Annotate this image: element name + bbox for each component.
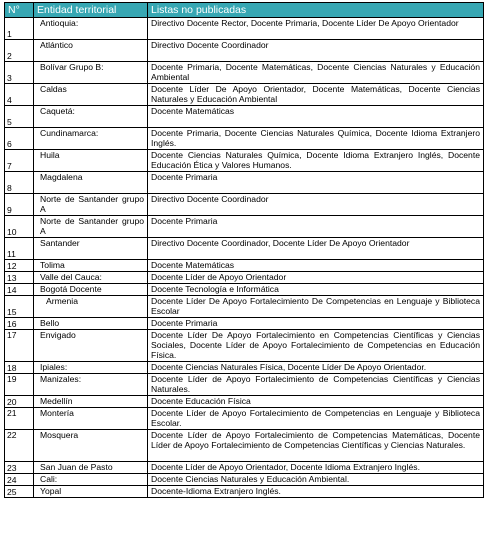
row-entity: Cali: bbox=[34, 474, 148, 486]
row-entity: Norte de Santander grupo A bbox=[34, 216, 148, 238]
row-entity: Valle del Cauca: bbox=[34, 272, 148, 284]
row-entity: San Juan de Pasto bbox=[34, 462, 148, 474]
header-unpublished-lists: Listas no publicadas bbox=[148, 3, 484, 18]
row-lists: Docente Primaria bbox=[148, 216, 484, 238]
table-row bbox=[5, 296, 484, 318]
row-lists: Docente Primaria, Docente Ciencias Naturales Química, Docente Idioma Extranjero Inglés. bbox=[148, 128, 484, 150]
row-number: 19 bbox=[5, 374, 34, 396]
row-number: 4 bbox=[5, 84, 34, 106]
row-number: 20 bbox=[5, 396, 34, 408]
row-entity: Envigado bbox=[34, 330, 148, 362]
table-row bbox=[5, 430, 484, 462]
row-number: 10 bbox=[5, 216, 34, 238]
row-entity: Tolima bbox=[34, 260, 148, 272]
row-lists: Directivo Docente Coordinador, Docente Líder De Apoyo Orientador bbox=[148, 238, 484, 260]
table-row bbox=[5, 238, 484, 260]
row-entity: Norte de Santander grupo A bbox=[34, 194, 148, 216]
table-row bbox=[5, 150, 484, 172]
row-number: 17 bbox=[5, 330, 34, 362]
row-number: 16 bbox=[5, 318, 34, 330]
row-lists: Docente Líder de Apoyo Orientador bbox=[148, 272, 484, 284]
table-row bbox=[5, 62, 484, 84]
row-entity: Magdalena bbox=[34, 172, 148, 194]
table-row bbox=[5, 462, 484, 474]
header-number: N° bbox=[5, 3, 34, 18]
row-lists: Docente Ciencias Naturales Física, Docente Líder De Apoyo Orientador. bbox=[148, 362, 484, 374]
row-lists: Docente Líder de Apoyo Fortalecimiento de Competencias en Lenguaje y Biblioteca Escolar. bbox=[148, 408, 484, 430]
row-number: 24 bbox=[5, 474, 34, 486]
row-lists: Docente Líder De Apoyo Fortalecimiento De Competencias en Lenguaje y Biblioteca Escolar bbox=[148, 296, 484, 318]
row-entity: Bogotá Docente bbox=[34, 284, 148, 296]
table-row bbox=[5, 408, 484, 430]
table-row bbox=[5, 318, 484, 330]
row-number: 25 bbox=[5, 486, 34, 498]
row-entity: Medellín bbox=[34, 396, 148, 408]
table-row bbox=[5, 40, 484, 62]
row-entity: Yopal bbox=[34, 486, 148, 498]
table-row bbox=[5, 216, 484, 238]
table-row bbox=[5, 374, 484, 396]
table-row bbox=[5, 284, 484, 296]
table-row bbox=[5, 18, 484, 40]
row-entity: Caldas bbox=[34, 84, 148, 106]
row-entity: Armenia bbox=[34, 296, 148, 318]
row-number: 5 bbox=[5, 106, 34, 128]
row-lists: Docente Primaria bbox=[148, 172, 484, 194]
table-row bbox=[5, 194, 484, 216]
row-lists: Docente Matemáticas bbox=[148, 260, 484, 272]
table-row bbox=[5, 84, 484, 106]
row-number: 22 bbox=[5, 430, 34, 462]
table-row bbox=[5, 172, 484, 194]
table-row bbox=[5, 260, 484, 272]
row-entity: Mosquera bbox=[34, 430, 148, 462]
table-row bbox=[5, 330, 484, 362]
row-entity: Cundinamarca: bbox=[34, 128, 148, 150]
table-row bbox=[5, 474, 484, 486]
row-lists: Docente Líder de Apoyo Fortalecimiento de Competencias Matemáticas, Docente Líder de Apoyo Fortalecimiento de Competencias Científicas y Ciencias Naturales. bbox=[148, 430, 484, 462]
header-territorial-entity: Entidad territorial bbox=[34, 3, 148, 18]
row-number: 12 bbox=[5, 260, 34, 272]
row-entity: Montería bbox=[34, 408, 148, 430]
row-lists: Docente Ciencias Naturales Química, Docente Idioma Extranjero Inglés, Docente Educación Ética y Valores Humanos. bbox=[148, 150, 484, 172]
row-lists: Directivo Docente Coordinador bbox=[148, 194, 484, 216]
row-number: 1 bbox=[5, 18, 34, 40]
row-number: 23 bbox=[5, 462, 34, 474]
row-entity: Bello bbox=[34, 318, 148, 330]
row-entity: Atlántico bbox=[34, 40, 148, 62]
row-number: 8 bbox=[5, 172, 34, 194]
row-number: 3 bbox=[5, 62, 34, 84]
row-number: 2 bbox=[5, 40, 34, 62]
row-number: 11 bbox=[5, 238, 34, 260]
row-number: 18 bbox=[5, 362, 34, 374]
row-entity: Ipiales: bbox=[34, 362, 148, 374]
row-number: 15 bbox=[5, 296, 34, 318]
row-lists: Docente Tecnología e Informática bbox=[148, 284, 484, 296]
row-lists: Directivo Docente Coordinador bbox=[148, 40, 484, 62]
row-lists: Docente Ciencias Naturales y Educación Ambiental. bbox=[148, 474, 484, 486]
row-lists: Docente Líder de Apoyo Fortalecimiento de Competencias Científicas y Ciencias Naturales. bbox=[148, 374, 484, 396]
table-row bbox=[5, 362, 484, 374]
row-lists: Docente Líder De Apoyo Fortalecimiento en Competencias Científicas y Ciencias Sociales, Docente Líder de Apoyo Fortalecimiento de Competencias en Educación Física. bbox=[148, 330, 484, 362]
row-entity: Bolívar Grupo B: bbox=[34, 62, 148, 84]
row-number: 7 bbox=[5, 150, 34, 172]
table-row bbox=[5, 272, 484, 284]
unpublished-lists-table bbox=[4, 2, 484, 498]
row-lists: Docente Primaria bbox=[148, 318, 484, 330]
row-number: 6 bbox=[5, 128, 34, 150]
table-row bbox=[5, 106, 484, 128]
table-row bbox=[5, 128, 484, 150]
row-lists: Docente Líder de Apoyo Orientador, Docente Idioma Extranjero Inglés. bbox=[148, 462, 484, 474]
row-lists: Docente Líder De Apoyo Orientador, Docente Matemáticas, Docente Ciencias Naturales y Educación Ambiental bbox=[148, 84, 484, 106]
row-number: 9 bbox=[5, 194, 34, 216]
row-entity: Huila bbox=[34, 150, 148, 172]
table-header-row bbox=[5, 3, 484, 18]
row-lists: Directivo Docente Rector, Docente Primaria, Docente Líder De Apoyo Orientador bbox=[148, 18, 484, 40]
row-lists: Docente-Idioma Extranjero Inglés. bbox=[148, 486, 484, 498]
table-row bbox=[5, 396, 484, 408]
row-number: 13 bbox=[5, 272, 34, 284]
row-lists: Docente Matemáticas bbox=[148, 106, 484, 128]
row-lists: Docente Primaria, Docente Matemáticas, Docente Ciencias Naturales y Educación Ambiental bbox=[148, 62, 484, 84]
table-row bbox=[5, 486, 484, 498]
row-entity: Caquetá: bbox=[34, 106, 148, 128]
row-number: 14 bbox=[5, 284, 34, 296]
row-entity: Manizales: bbox=[34, 374, 148, 396]
row-entity: Antioquia: bbox=[34, 18, 148, 40]
row-entity: Santander bbox=[34, 238, 148, 260]
row-number: 21 bbox=[5, 408, 34, 430]
row-lists: Docente Educación Física bbox=[148, 396, 484, 408]
